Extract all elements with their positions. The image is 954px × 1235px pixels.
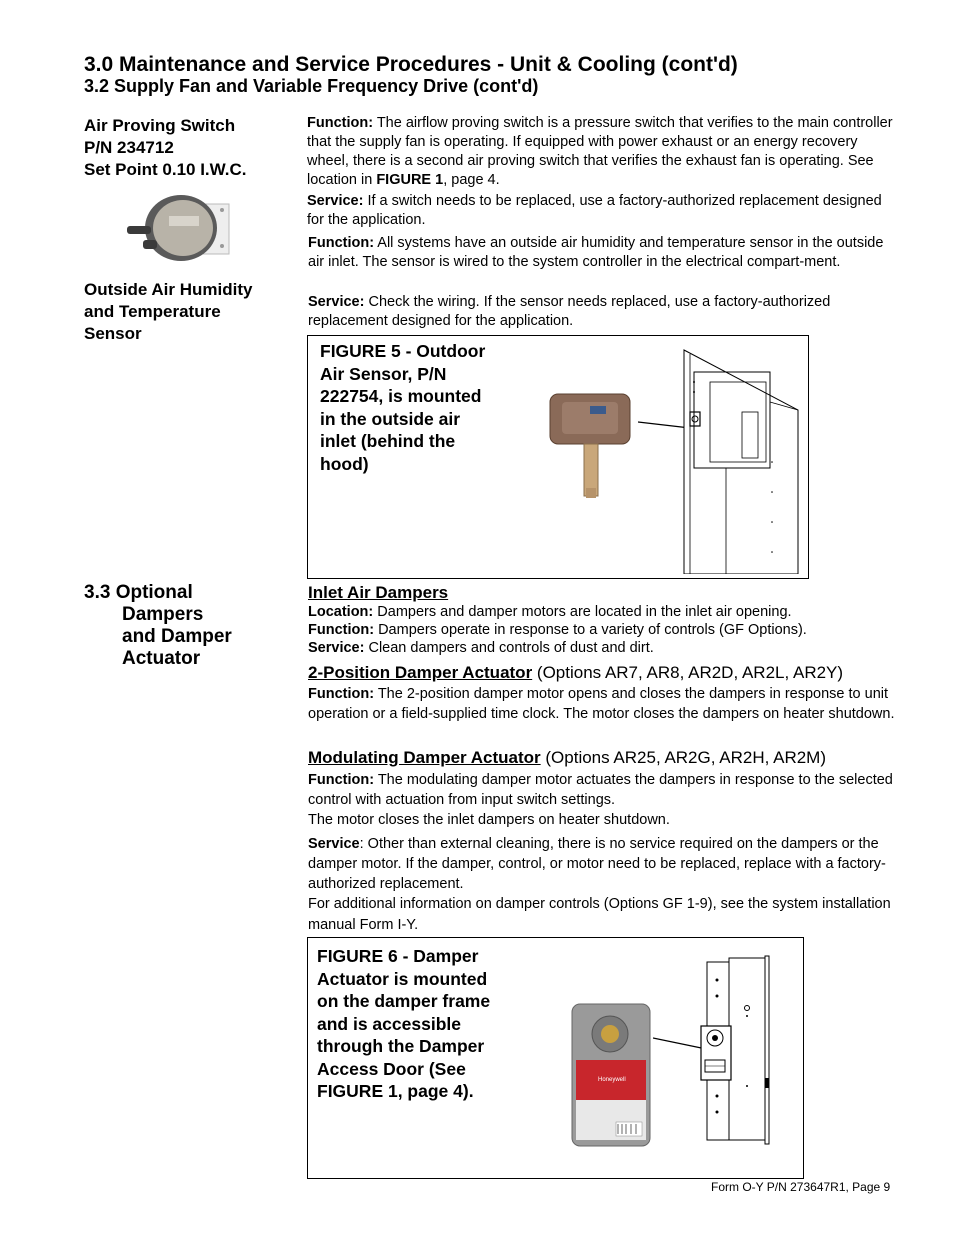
two-position-function xyxy=(308,684,903,724)
air-proving-switch-heading xyxy=(84,115,246,181)
service-label: Service: xyxy=(308,294,365,310)
caption-line: and is accessible xyxy=(317,1013,461,1034)
location-text: Dampers and damper motors are located in the inlet air opening. xyxy=(373,604,792,620)
air-proving-function xyxy=(307,114,902,190)
two-position-options: (Options AR7, AR8, AR2D, AR2L, AR2Y) xyxy=(532,663,844,682)
service-text: : Other than external cleaning, there is no service required on the dampers or the damper motor. If the damper, control, or motor need to be replaced, replace with a factory-authorized replacement. xyxy=(308,836,886,892)
function-text: The 2-position damper motor opens and closes the dampers in response to unit operation or a field-supplied time clock. The motor closes the dampers on heater shutdown. xyxy=(308,686,895,722)
outside-air-sensor-heading xyxy=(84,279,252,345)
heading-line: Set Point 0.10 I.W.C. xyxy=(84,160,247,179)
heading-line: Dampers xyxy=(122,604,204,625)
heading-line: Air Proving Switch xyxy=(84,116,236,135)
figure-5-caption xyxy=(320,340,485,475)
inlet-function xyxy=(308,621,903,640)
function-text: The modulating damper motor actuates the dampers in response to the selected control with actuation from input switch settings. xyxy=(308,772,893,808)
caption-line: inlet (behind the xyxy=(320,431,456,451)
location-label: Location: xyxy=(308,604,374,620)
modulating-function xyxy=(308,770,903,810)
damper-frame-drawing xyxy=(653,952,773,1152)
modulating-options: (Options AR25, AR2G, AR2H, AR2M) xyxy=(540,748,826,767)
heading-line: Actuator xyxy=(122,648,201,669)
inlet-air-dampers-title xyxy=(308,582,448,603)
modulating-actuator-title xyxy=(308,747,826,768)
air-proving-switch-photo xyxy=(125,190,235,272)
function-text: The airflow proving switch is a pressure switch that verifies to the main controller that the supply fan is operating. If equipped with power exhaust or an energy recovery wheel, there is a second air proving switch that verifies the exhaust fan is operating. See location in xyxy=(307,115,893,188)
heading-line: P/N 234712 xyxy=(84,138,174,157)
dampers-section-heading xyxy=(84,582,232,670)
modulating-service xyxy=(308,834,903,894)
subsection-title: 3.2 Supply Fan and Variable Frequency Drive (cont'd) xyxy=(84,76,539,96)
function-label: Function: xyxy=(308,622,375,638)
outside-air-service xyxy=(308,293,903,331)
function-label: Function: xyxy=(308,772,375,788)
outdoor-air-sensor-photo xyxy=(546,388,636,500)
inlet-location xyxy=(308,603,903,622)
figure-1-reference: FIGURE 1 xyxy=(376,172,444,188)
caption-line: in the outside air xyxy=(320,408,461,429)
heading-line: Sensor xyxy=(84,324,142,343)
heading-line: and Damper xyxy=(122,626,232,647)
page-footer: Form O-Y P/N 273647R1, Page 9 xyxy=(711,1180,891,1194)
service-text: Check the wiring. If the sensor needs replaced, use a factory-authorized replacement designed for the application. xyxy=(308,294,831,329)
inlet-service xyxy=(308,639,903,658)
figure-5-box xyxy=(307,335,809,579)
caption-line: on the damper frame xyxy=(317,991,491,1011)
outside-air-function xyxy=(308,234,903,272)
function-text: Dampers operate in response to a variety of controls (GF Options). xyxy=(374,622,807,638)
function-label: Function: xyxy=(307,115,374,131)
inlet-air-dampers-label: Inlet Air Dampers xyxy=(308,583,449,602)
actuator-brand-label: Honeywell xyxy=(598,1077,626,1083)
figure-6-caption xyxy=(317,945,490,1103)
damper-actuator-photo xyxy=(570,1002,652,1148)
additional-info: For additional information on damper controls (Options GF 1-9), see the system installation manual Form I-Y. xyxy=(308,896,891,933)
caption-line: hood) xyxy=(320,453,369,474)
modulating-motor-note: The motor closes the inlet dampers on heater shutdown. xyxy=(308,812,670,828)
service-label: Service: xyxy=(307,193,364,209)
caption-line: Air Sensor, P/N xyxy=(320,363,447,384)
service-text: Clean dampers and controls of dust and dirt. xyxy=(364,640,654,656)
caption-line: 222754, is mounted xyxy=(320,386,482,406)
figure-6-box xyxy=(307,937,804,1179)
heading-line: and Temperature xyxy=(84,302,221,321)
section-title: 3.0 Maintenance and Service Procedures - Unit & Cooling (cont'd) xyxy=(84,53,738,76)
function-label: Function: xyxy=(308,235,375,251)
service-text: If a switch needs to be replaced, use a factory-authorized replacement designed for the application. xyxy=(307,193,882,228)
service-label: Service: xyxy=(308,640,365,656)
two-position-actuator-label: 2-Position Damper Actuator xyxy=(308,663,533,682)
air-proving-service xyxy=(307,192,902,230)
heading-line: Outside Air Humidity xyxy=(84,280,253,299)
caption-line: through the Damper xyxy=(317,1036,485,1056)
service-label: Service xyxy=(308,836,360,852)
caption-line: Actuator is mounted xyxy=(317,968,488,989)
heading-line: 3.3 Optional xyxy=(84,582,193,603)
function-label: Function: xyxy=(308,686,375,702)
unit-cabinet-drawing xyxy=(638,342,808,574)
function-text: All systems have an outside air humidity and temperature sensor in the outside air inlet. The sensor is wired to the system controller in the electrical compart-ment. xyxy=(308,235,884,270)
two-position-actuator-title xyxy=(308,662,843,683)
caption-line: Access Door (See xyxy=(317,1058,466,1079)
modulating-actuator-label: Modulating Damper Actuator xyxy=(308,748,541,767)
caption-line: FIGURE 1, page 4). xyxy=(317,1081,474,1101)
function-text-tail: , page 4. xyxy=(443,172,500,188)
caption-line: FIGURE 6 - Damper xyxy=(317,946,479,966)
caption-line: FIGURE 5 - Outdoor xyxy=(320,341,486,361)
